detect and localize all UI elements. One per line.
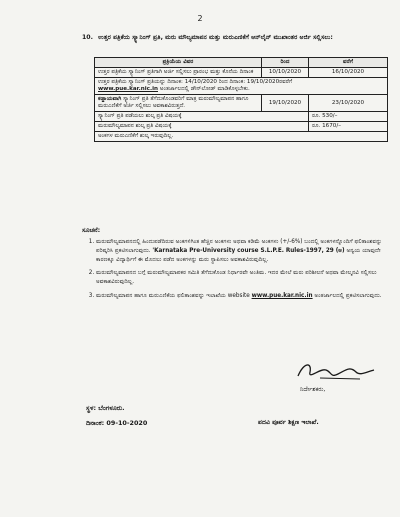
header-to: ವರೆಗೆ: [309, 58, 388, 68]
table-row: [95, 68, 388, 78]
table-row: [95, 95, 388, 112]
list-item: [96, 238, 394, 264]
place-label: ಸ್ಥಳ: ಬೆಂಗಳೂರು.: [86, 404, 125, 412]
section-heading-text: ಉತ್ತರ ಪತ್ರಿಕೆಯ ಸ್ಕ್ಯಾನಿಂಗ್ ಪ್ರತಿ, ಮರು ಮೌಲ್ಯಮಾಪನ ಮತ್ತು ಮರುಎಣಿಕೆಗೆ ಆನ್‌ಲೈನ್ ಮುಖಾಂತರ ಅರ್ಜಿ ಸಲ್ಲಿಸಲು:: [98, 34, 333, 41]
note-3-tail: ಅಂತರ್ಜಾಲದಲ್ಲಿ ಪ್ರಕಟಿಸಲಾಗುವುದು.: [314, 292, 382, 299]
row-revaluation-from: 19/10/2020: [262, 95, 309, 112]
row-revaluation-to: 23/10/2020: [309, 95, 388, 112]
table-row: [95, 132, 388, 142]
table-row: [95, 78, 388, 95]
list-item: [96, 269, 394, 287]
notes-title: ಸೂಚನೆ:: [82, 226, 101, 234]
signatory-title: ನಿರ್ದೇಶಕರು,: [300, 386, 326, 393]
table-header-row: [95, 58, 388, 68]
download-text: ಉತ್ತರ ಪತ್ರಿಕೆಯ ಸ್ಕ್ಯಾನಿಂಗ್ ಪ್ರತಿಯನ್ನು ದಿನಾಂಕ: 14/10/2020 ರಿಂದ ದಿನಾಂಕ: 19/10/2020ರವರೆಗೆ: [98, 79, 293, 85]
row-scan-download-desc: [95, 78, 388, 95]
row-recount-fee-desc: ಅಂಕಗಳ ಮರುಎಣಿಕೆಗೆ ಶುಲ್ಕ ಇರುವುದಿಲ್ಲ.: [95, 132, 388, 142]
note-1-text: ಮರುಮೌಲ್ಯಮಾಪನದಲ್ಲಿ ಹಿಂದುಪಡೆದಿರುವ ಅಂಕಗಳಿಗಿಂತ ಹೆಚ್ಚಿನ ಅಂಕಗಳು ಅಥವಾ ಕಡಿಮೆ ಅಂಕಗಳು (+/-6%) ಬಂದಲ್ಲಿ ಅಂಕಗಳನ್ನೊಂದಿಗೆ ಫಲಿತಾಂಶವನ್ನು ಪರಿಷ್ಕರಿಸಿ ಪ್ರಕಟಿಸಲಾಗುವುದು.: [96, 239, 382, 254]
note-1-tail: ಅನ್ವಯ ಯಾವುದೇ ಕಾರಣಕ್ಕೂ ವಿದ್ಯಾರ್ಥಿಗೆ ಈ ಮೊದಲು ಪಡೆದ ಅಂಕಗಳನ್ನು ಮರು ಸ್ಥಾಪಿಸಲು ಅವಕಾಶವಿರುವುದಿಲ್ಲ.: [96, 247, 381, 263]
row-scan-apply-from: 10/10/2020: [262, 68, 309, 78]
table-row: [95, 122, 388, 132]
header-process: ಪ್ರಕ್ರಿಯೆಯ ವಿವರ: [95, 58, 262, 68]
row-scan-fee-value: ರೂ. 530/–: [309, 112, 388, 122]
schedule-table: [94, 57, 388, 142]
list-item: [96, 292, 394, 301]
revaluation-text: ಸ್ಕ್ಯಾನಿಂಗ್ ಪ್ರತಿ ತೆಗೆದುಕೊಂಡವರಿಗೆ ಮಾತ್ರ ಮರುಮೌಲ್ಯಮಾಪನ ಹಾಗೂ ಮರುಎಣಿಕೆಗೆ ಅರ್ಜಿ ಸಲ್ಲಿಸಲು ಅವಕಾಶವಿರುತ್ತದೆ.: [98, 96, 249, 109]
date-label: ದಿನಾಂಕ: 09-10-2020: [86, 419, 148, 427]
row-revaluation-fee-desc: ಮರುಮೌಲ್ಯಮಾಪನ ಶುಲ್ಕ ಪ್ರತಿ ವಿಷಯಕ್ಕೆ: [95, 122, 309, 132]
download-tail: ಅಂತರ್ಜಾಲದಲ್ಲಿ ಡೌನ್‌ಲೋಡ್ ಮಾಡಿಕೊಳ್ಳಬೇಕು.: [159, 86, 250, 92]
note-1-rule: 'Karnataka Pre-University course S.L.P.E. Rules-1997, 29 (ಅ): [152, 247, 345, 254]
mandatory-label: ಕಡ್ಡಾಯವಾಗಿ: [98, 96, 122, 102]
signature-image: [290, 358, 380, 384]
section-heading: [82, 34, 382, 43]
department-name: ಪದವಿ ಪೂರ್ವ ಶಿಕ್ಷಣ ಇಲಾಖೆ.: [258, 419, 319, 426]
table-row: [95, 112, 388, 122]
note-3-text: ಮರುಮೌಲ್ಯಮಾಪನ ಹಾಗೂ ಮರುಎಣಿಕೆಯ ಫಲಿತಾಂಶವನ್ನು ಇಲಾಖೆಯ website: [96, 292, 250, 299]
header-from: ರಿಂದ: [262, 58, 309, 68]
results-website-link[interactable]: www.pue.kar.nic.in: [251, 292, 313, 299]
row-scan-fee-desc: ಸ್ಕ್ಯಾನಿಂಗ್ ಪ್ರತಿ ಪಡೆಯಲು ಶುಲ್ಕ ಪ್ರತಿ ವಿಷಯಕ್ಕೆ: [95, 112, 309, 122]
note-2-text: ಮರುಮೌಲ್ಯಮಾಪನದ ಬಗ್ಗೆ ಮರುಮೌಲ್ಯಮಾಪಕರ ಸಮಿತಿ ತೆಗೆದುಕೊಂಡ ನಿರ್ಧಾರವೇ ಅಂತಿಮ. ಇದರ ಮೇಲೆ ಮರು ಪರಿಶೀಲನೆ ಅಥವಾ ಮೇಲ್ಮನವಿ ಸಲ್ಲಿಸಲು ಅವಕಾಶವಿರುವುದಿಲ್ಲ.: [96, 270, 377, 286]
row-revaluation-fee-value: ರೂ. 1670/–: [309, 122, 388, 132]
row-scan-apply-to: 16/10/2020: [309, 68, 388, 78]
section-number: 10.: [82, 34, 93, 41]
notes-list: [84, 238, 394, 306]
row-revaluation-desc: [95, 95, 262, 112]
row-scan-apply-desc: ಉತ್ತರ ಪತ್ರಿಕೆಯ ಸ್ಕ್ಯಾನಿಂಗ್ ಪ್ರತಿಗಾಗಿ ಅರ್ಜಿ ಸಲ್ಲಿಸಲು ಪ್ರಾರಂಭ ಮತ್ತು ಕೊನೆಯ ದಿನಾಂಕ: [95, 68, 262, 78]
website-link[interactable]: www.pue.kar.nic.in: [98, 86, 158, 92]
page-number: 2: [197, 14, 203, 23]
